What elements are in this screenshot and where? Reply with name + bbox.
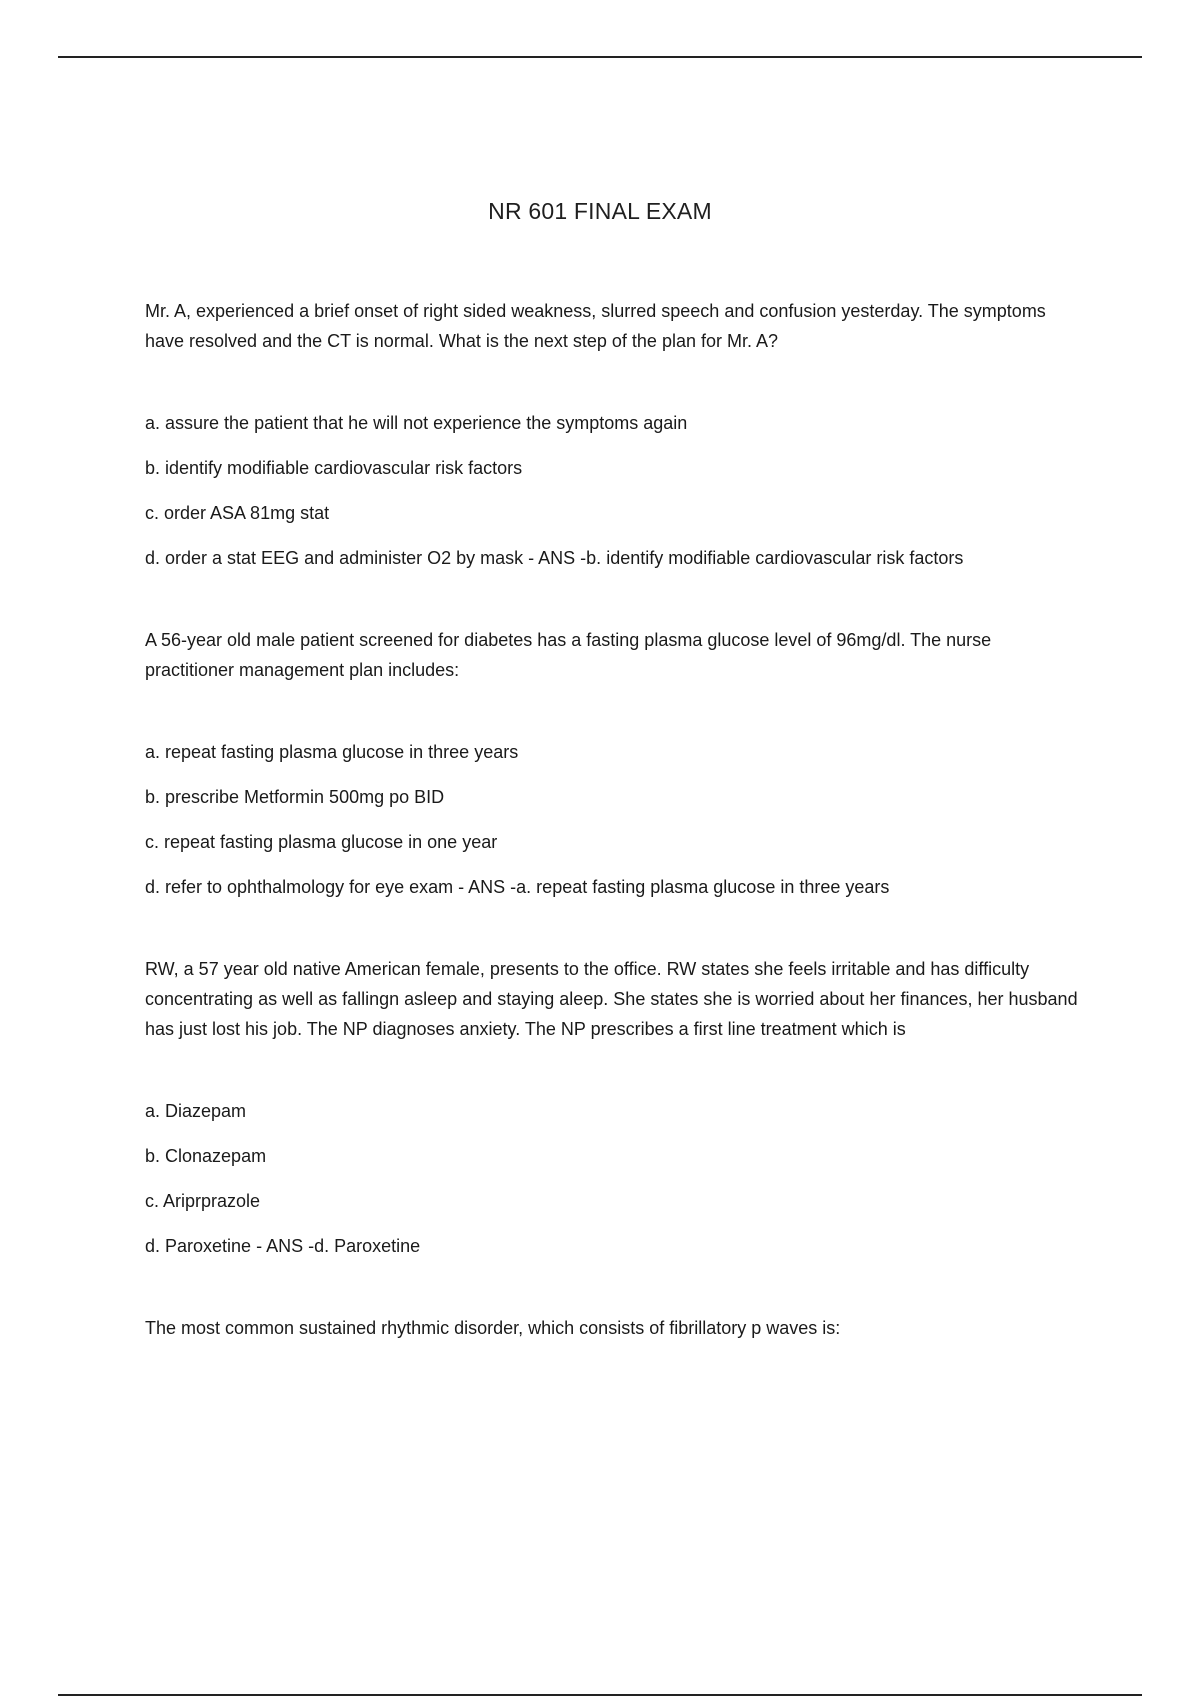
question-text: The most common sustained rhythmic disorder, which consists of fibrillatory p waves is: xyxy=(145,1318,841,1338)
question-text: Mr. A, experienced a brief onset of right sided weakness, slurred speech and confusion yesterday. The symptoms have resolved and the CT is normal. What is the next step of the plan for Mr. A? xyxy=(145,301,1046,351)
answer-option: a. repeat fasting plasma glucose in three years xyxy=(145,742,519,762)
answer-option: c. repeat fasting plasma glucose in one year xyxy=(145,832,498,852)
question-text: RW, a 57 year old native American female, presents to the office. RW states she feels irritable and has difficulty concentrating as well as fallingn asleep and staying aleep. She states she is worried about her finances, her husband has just lost his job. The NP diagnoses anxiety. The NP prescribes a first line treatment which is xyxy=(145,959,1078,1039)
header-rule xyxy=(58,56,1142,58)
answer-option: c. order ASA 81mg stat xyxy=(145,503,330,523)
answer-option-with-key: d. Paroxetine - ANS -d. Paroxetine xyxy=(145,1236,421,1256)
question-block-1 xyxy=(145,296,1085,573)
answer-options xyxy=(145,408,1085,573)
question-block-2 xyxy=(145,625,1085,902)
answer-option: b. prescribe Metformin 500mg po BID xyxy=(145,787,445,807)
answer-option: b. Clonazepam xyxy=(145,1146,267,1166)
question-block-4 xyxy=(145,1313,1085,1343)
answer-option-with-key: d. refer to ophthalmology for eye exam - ANS -a. repeat fasting plasma glucose in three years xyxy=(145,877,890,897)
answer-option: c. Ariprprazole xyxy=(145,1191,261,1211)
question-text: A 56-year old male patient screened for diabetes has a fasting plasma glucose level of 96mg/dl. The nurse practitioner management plan includes: xyxy=(145,630,992,680)
answer-options xyxy=(145,737,1085,902)
answer-option-with-key: d. order a stat EEG and administer O2 by mask - ANS -b. identify modifiable cardiovascular risk factors xyxy=(145,548,964,568)
answer-options xyxy=(145,1096,1085,1261)
answer-option: a. assure the patient that he will not experience the symptoms again xyxy=(145,413,688,433)
answer-option: a. Diazepam xyxy=(145,1101,247,1121)
answer-option: b. identify modifiable cardiovascular risk factors xyxy=(145,458,523,478)
footer-rule xyxy=(58,1694,1142,1696)
document-title: NR 601 FINAL EXAM xyxy=(488,198,712,224)
exam-content xyxy=(145,296,1085,1395)
question-block-3 xyxy=(145,954,1085,1261)
